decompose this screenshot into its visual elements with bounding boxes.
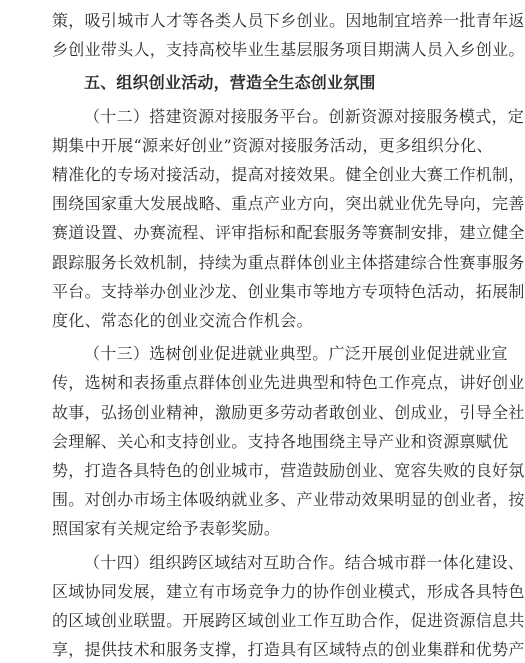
paragraph-line: 的区域创业联盟。开展跨区域创业工作互助合作，促进资源信息共: [52, 611, 525, 630]
paragraph-line: 精准化的专场对接活动，提高对接效果。健全创业大赛工作机制，: [52, 165, 525, 184]
paragraph-line: 围绕国家重大发展战略、重点产业方向，突出就业优先导向，完善: [52, 194, 525, 213]
paragraph-line: 乡创业带头人，支持高校毕业生基层服务项目期满人员入乡创业。: [52, 40, 525, 59]
paragraph-line: 赛道设置、办赛流程、评审指标和配套服务等赛制安排，建立健全: [52, 223, 525, 242]
paragraph-line: （十三）选树创业促进就业典型。广泛开展创业促进就业宣: [84, 344, 508, 363]
paragraph-line: （十四）组织跨区域结对互助合作。结合城市群一体化建设、: [84, 553, 525, 572]
paragraph-line: 故事，弘扬创业精神，激励更多劳动者敢创业、创成业，引导全社: [52, 403, 525, 422]
paragraph-line: 势，打造各具特色的创业城市，营造鼓励创业、宽容失败的良好氛: [52, 461, 525, 480]
paragraph-line: 围。对创办市场主体吸纳就业多、产业带动效果明显的创业者，按: [52, 490, 525, 509]
paragraph-line: 照国家有关规定给予表彰奖励。: [52, 519, 281, 538]
paragraph-line: 跟踪服务长效机制，持续为重点群体创业主体搭建综合性赛事服务: [52, 253, 525, 272]
paragraph-line: 平台。支持举办创业沙龙、创业集市等地方专项特色活动，拓展制: [52, 282, 525, 301]
section-heading: 五、组织创业活动，营造全生态创业氛围: [84, 73, 376, 92]
paragraph-line: 期集中开展“源来好创业”资源对接服务活动，更多组织分化、: [52, 136, 493, 155]
paragraph-line: 会理解、关心和支持创业。支持各地围绕主导产业和资源禀赋优: [52, 432, 509, 451]
paragraph-line: （十二）搭建资源对接服务平台。创新资源对接服务模式，定: [84, 107, 525, 126]
paragraph-line: 度化、常态化的创业交流合作机会。: [52, 311, 313, 330]
paragraph-line: 策，吸引城市人才等各类人员下乡创业。因地制宜培养一批青年返: [52, 11, 525, 30]
paragraph-line: 传，选树和表扬重点群体创业先进典型和特色工作亮点，讲好创业: [52, 373, 525, 392]
paragraph-line: 区域协同发展，建立有市场竞争力的协作创业模式，形成各具特色: [52, 582, 525, 601]
paragraph-line: 享，提供技术和服务支撑，打造具有区域特点的创业集群和优势产: [52, 640, 525, 659]
